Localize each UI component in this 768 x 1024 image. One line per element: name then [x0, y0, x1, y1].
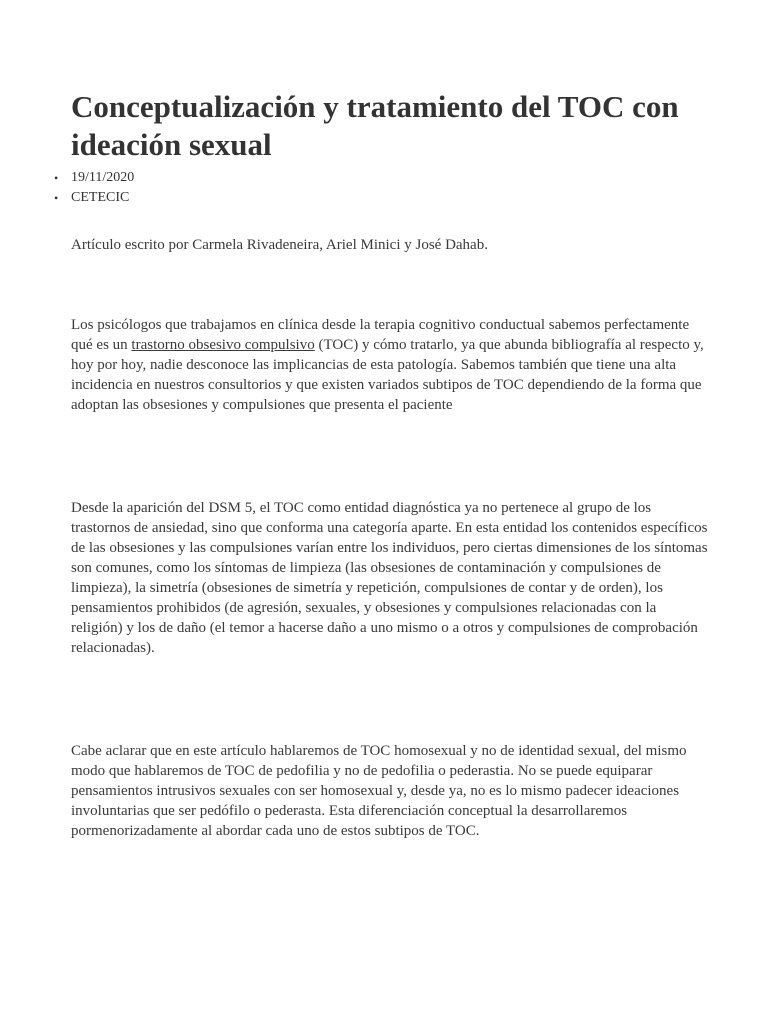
paragraph-1-text-end: (TOC) y cómo tratarlo, ya que abunda bibliografía al respecto y, hoy por hoy, nadie desconoce las implicancias de esta patología. Sabemos también que tiene una alta incidencia en nuestros consultorios y que existen variados subtipos de TOC dependiendo de la forma que adoptan las obsesiones y compulsiones que presenta el paciente	[71, 337, 704, 413]
paragraph-2: Desde la aparición del DSM 5, el TOC como entidad diagnóstica ya no pertenece al grupo de los trastornos de ansiedad, sino que conforma una categoría aparte. En esta entidad los contenidos específicos de las obsesiones y las compulsiones varían entre los individuos, pero ciertas dimensiones de los síntomas son comunes, como los síntomas de limpieza (las obsesiones de contaminación y compulsiones de limpieza), la simetría (obsesiones de simetría y repetición, compulsiones de contar y de orden), los pensamientos prohibidos (de agresión, sexuales, y obsesiones y compulsiones relacionadas con la religión) y los de daño (el temor a hacerse daño a uno mismo o a otros y compulsiones de comprobación relacionadas).	[71, 500, 708, 656]
meta-category[interactable]	[52, 188, 134, 208]
meta-date	[52, 168, 134, 188]
bullet-icon: •	[54, 191, 59, 205]
meta-date-text: 19/11/2020	[71, 170, 135, 185]
meta-category-text[interactable]: CETECIC	[71, 190, 130, 205]
article-meta	[52, 168, 134, 208]
bullet-icon: •	[54, 171, 59, 185]
paragraph-1-text-start: Los psicólogos que trabajamos en clínica desde la terapia cognitivo conductual sabemos perfectamente qué es un	[71, 317, 690, 353]
toc-definition-link[interactable]: trastorno obsesivo compulsivo	[131, 337, 315, 353]
paragraph-1	[71, 315, 711, 415]
paragraph-3: Cabe aclarar que en este artículo hablaremos de TOC homosexual y no de identidad sexual, del mismo modo que hablaremos de TOC de pedofilia y no de pedofilia o pederastia. No se puede equiparar pensamientos intrusivos sexuales con ser homosexual y, desde ya, no es lo mismo padecer ideaciones involuntarias que ser pedófilo o pederasta. Esta diferenciación conceptual la desarrollaremos pormenorizadamente al abordar cada uno de estos subtipos de TOC.	[71, 743, 687, 839]
author-line: Artículo escrito por Carmela Rivadeneira, Ariel Minici y José Dahab.	[71, 237, 488, 253]
article-title: Conceptualización y tratamiento del TOC con ideación sexual	[71, 89, 679, 162]
